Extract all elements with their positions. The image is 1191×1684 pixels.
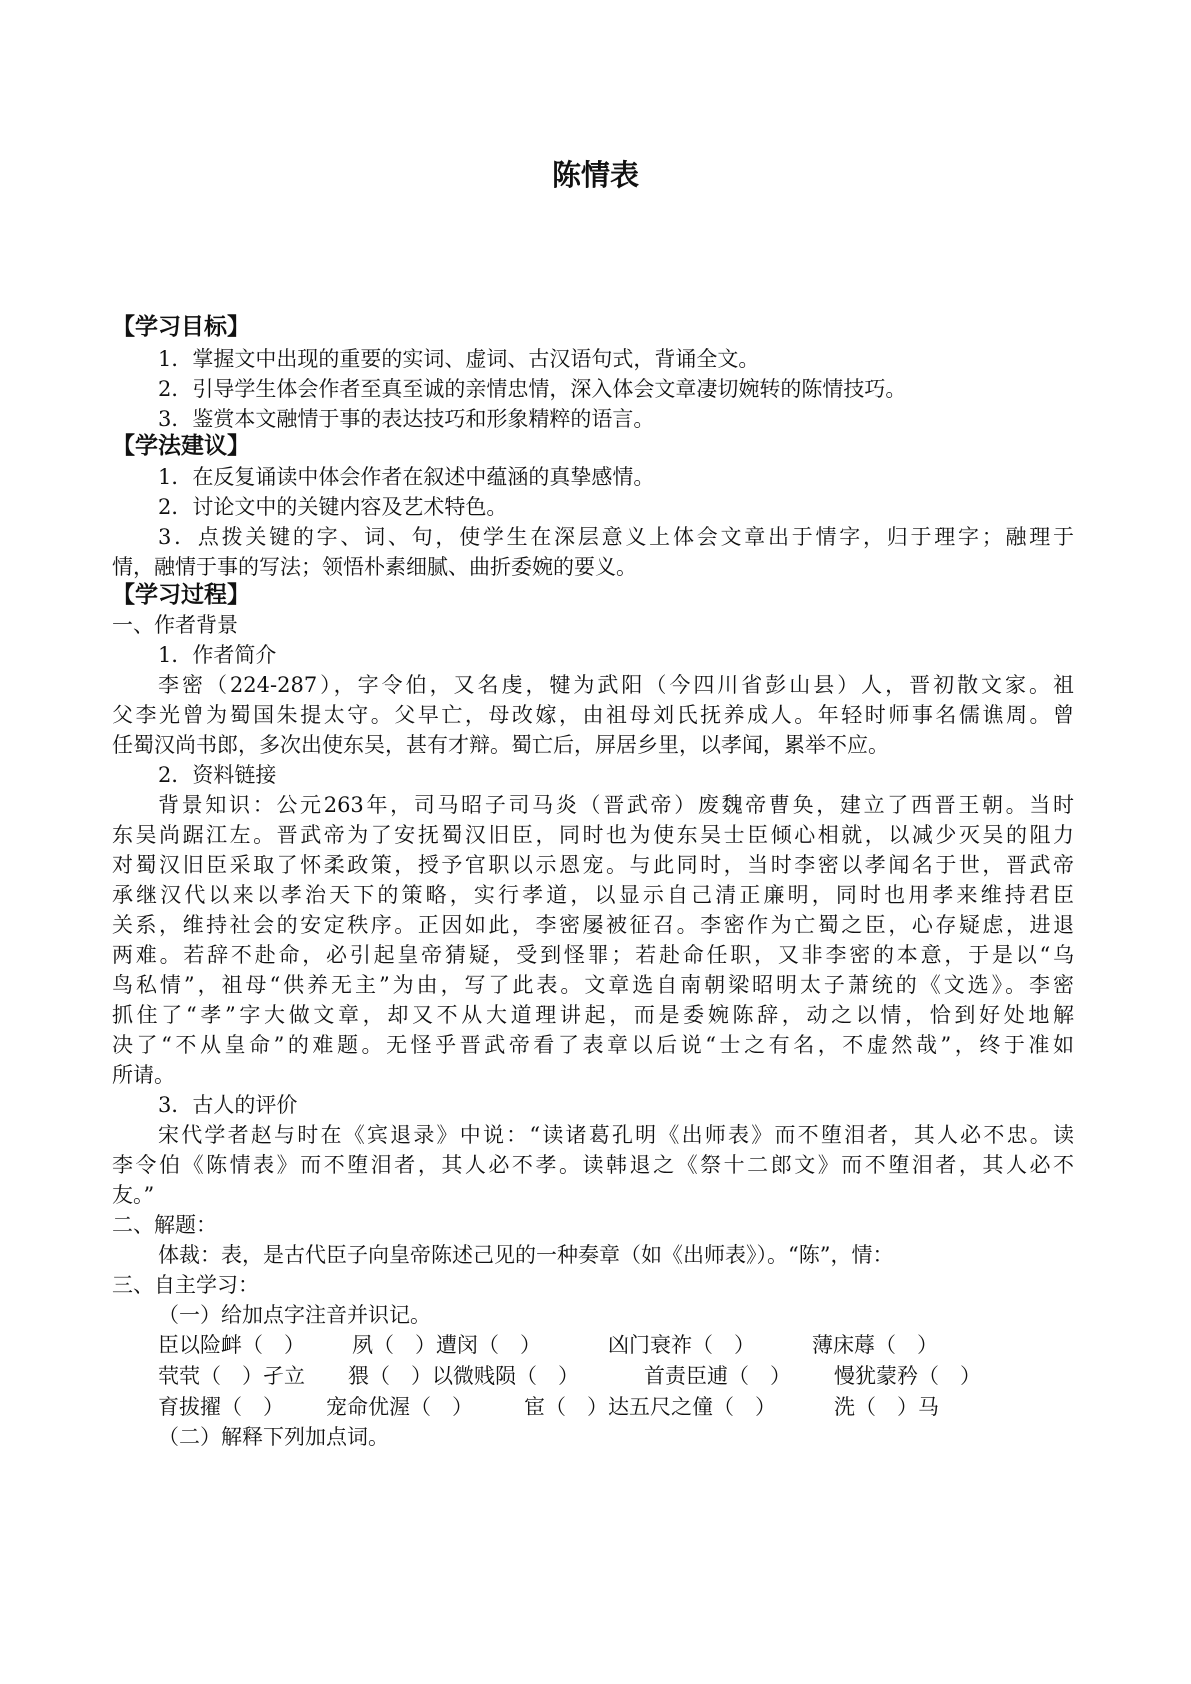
paragraph-line: 友。” [112, 1183, 155, 1207]
paragraph-line: 任蜀汉尚书郎，多次出使东吴，甚有才辩。蜀亡后，屏居乡里，以孝闻，累举不应。 [112, 733, 889, 757]
exercise-item: 薄床蓐（ ） [812, 1333, 938, 1357]
exercise-item: 首责臣逋（ ） [644, 1364, 791, 1388]
exercise-item: 茕茕（ ）孑立 [158, 1364, 305, 1388]
paragraph-line: 鸟私情”，祖母“供养无主”为由，写了此表。文章选自南朝梁昭明太子萧统的《文选》。李密 [112, 973, 1074, 997]
method-item-continued: 情，融情于事的写法；领悟朴素细腻、曲折委婉的要义。 [112, 555, 637, 579]
paragraph-line: 决了“不从皇命”的难题。无怪乎晋武帝看了表章以后说“士之有名，不虚然哉”，终于准如 [112, 1033, 1074, 1057]
exercise-item: 宦（ ）达五尺之僮（ ） [524, 1395, 776, 1419]
paragraph-line: 承继汉代以来以孝治天下的策略，实行孝道，以显示自己清正廉明，同时也用孝来维持君臣 [112, 883, 1074, 907]
method-item: 2．讨论文中的关键内容及艺术特色。 [158, 495, 508, 519]
process-heading: 【学习过程】 [112, 582, 250, 608]
paragraph-line: 两难。若辞不赴命，必引起皇帝猜疑，受到怪罪；若赴命任职，又非李密的本意，于是以“乌 [112, 943, 1074, 967]
subsection-title: （二）解释下列加点词。 [158, 1425, 389, 1449]
subsection-title: 1．作者简介 [158, 643, 277, 667]
paragraph-line: 李密（224-287），字令伯，又名虔，犍为武阳（今四川省彭山县）人，晋初散文家。祖 [158, 673, 1074, 697]
subsection-title: （一）给加点字注音并识记。 [158, 1303, 431, 1327]
paragraph-line: 体裁：表，是古代臣子向皇帝陈述己见的一种奏章（如《出师表》）。“陈”，情： [158, 1243, 894, 1267]
exercise-item: 臣以险衅（ ） [158, 1333, 305, 1357]
paragraph-line: 对蜀汉旧臣采取了怀柔政策，授予官职以示恩宠。与此同时，当时李密以孝闻名于世，晋武帝 [112, 853, 1074, 877]
section-title: 一、作者背景 [112, 613, 238, 637]
goals-heading: 【学习目标】 [112, 314, 250, 340]
subsection-title: 2．资料链接 [158, 763, 277, 787]
exercise-item: 宠命优渥（ ） [326, 1395, 473, 1419]
paragraph-line: 父李光曾为蜀国朱提太守。父早亡，母改嫁，由祖母刘氏抚养成人。年轻时师事名儒谯周。曾 [112, 703, 1074, 727]
paragraph-line: 李令伯《陈情表》而不堕泪者，其人必不孝。读韩退之《祭十二郎文》而不堕泪者，其人必不 [112, 1153, 1074, 1177]
section-title: 二、解题： [112, 1213, 217, 1237]
goal-item: 2．引导学生体会作者至真至诚的亲情忠情，深入体会文章凄切婉转的陈情技巧。 [158, 377, 907, 401]
paragraph-line: 东吴尚踞江左。晋武帝为了安抚蜀汉旧臣，同时也为使东吴士臣倾心相就，以减少灭吴的阻力 [112, 823, 1074, 847]
subsection-title: 3．古人的评价 [158, 1093, 298, 1117]
paragraph-line: 背景知识：公元263年，司马昭子司马炎（晋武帝）废魏帝曹奂，建立了西晋王朝。当时 [158, 793, 1074, 817]
section-title: 三、自主学习： [112, 1273, 259, 1297]
exercise-item: 夙（ ）遭闵（ ） [352, 1333, 541, 1357]
paragraph-line: 关系，维持社会的安定秩序。正因如此，李密屡被征召。李密作为亡蜀之臣，心存疑虑，进退 [112, 913, 1074, 937]
exercise-item: 育拔擢（ ） [158, 1395, 284, 1419]
method-item: 3．点拨关键的字、词、句，使学生在深层意义上体会文章出于情字，归于理字；融理于 [158, 525, 1074, 549]
method-item: 1．在反复诵读中体会作者在叙述中蕴涵的真挚感情。 [158, 465, 655, 489]
exercise-item: 慢犹蒙矜（ ） [834, 1364, 981, 1388]
paragraph-line: 所请。 [112, 1063, 175, 1087]
goal-item: 1．掌握文中出现的重要的实词、虚词、古汉语句式，背诵全文。 [158, 347, 760, 371]
paragraph-line: 宋代学者赵与时在《宾退录》中说：“读诸葛孔明《出师表》而不堕泪者，其人必不忠。读 [158, 1123, 1074, 1147]
page-title: 陈情表 [551, 158, 639, 192]
exercise-item: 猥（ ）以微贱陨（ ） [348, 1364, 579, 1388]
exercise-item: 洗（ ）马 [834, 1395, 939, 1419]
exercise-item: 凶门衰祚（ ） [608, 1333, 755, 1357]
methods-heading: 【学法建议】 [112, 433, 250, 459]
paragraph-line: 抓住了“孝”字大做文章，却又不从大道理讲起，而是委婉陈辞，动之以情，恰到好处地解 [112, 1003, 1074, 1027]
goal-item: 3．鉴赏本文融情于事的表达技巧和形象精粹的语言。 [158, 407, 655, 431]
